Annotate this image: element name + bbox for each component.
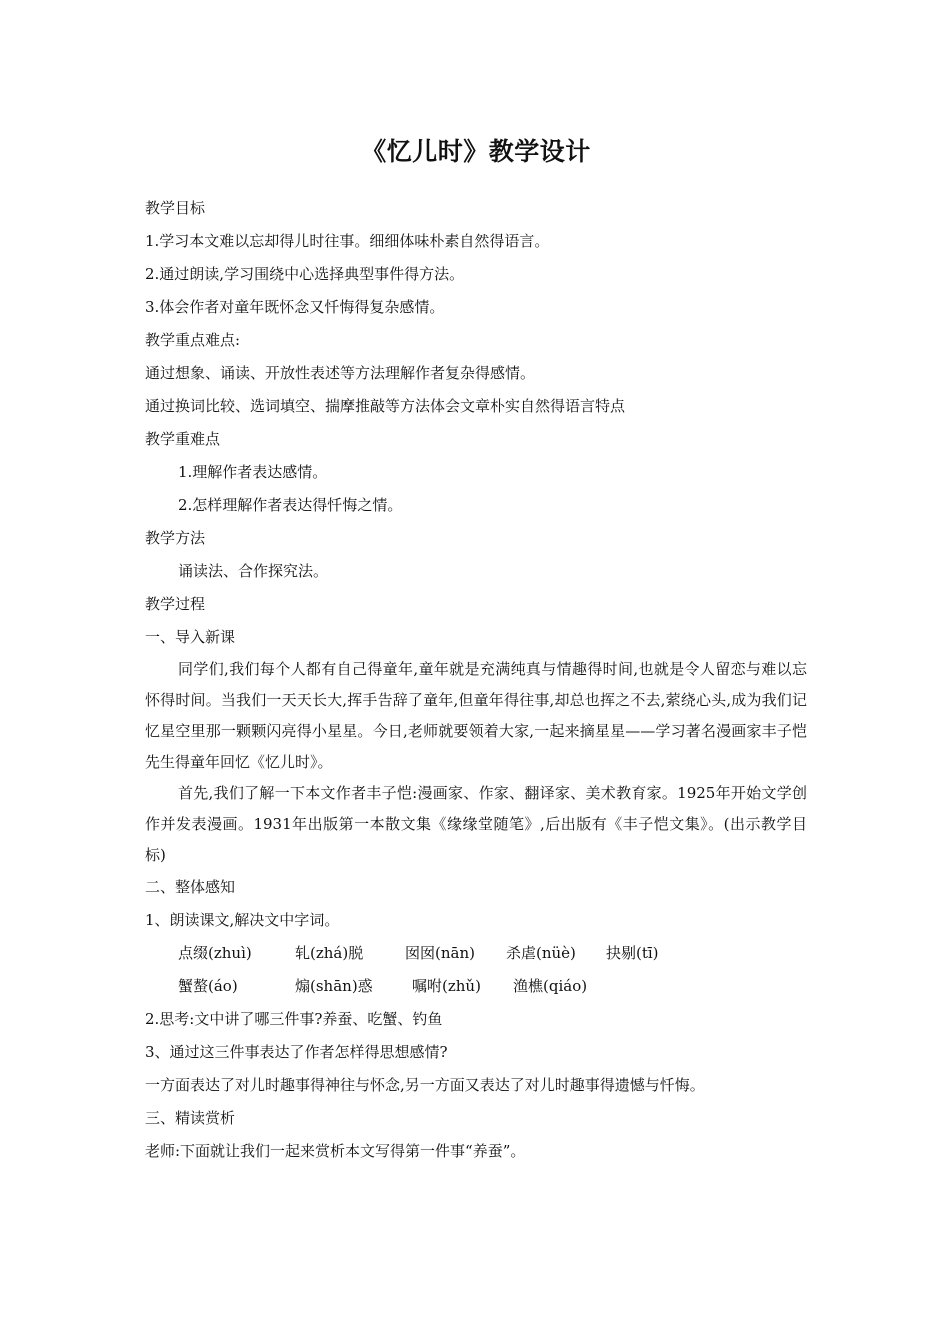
vocab-word: 抉剔(tī) [606, 944, 659, 962]
vocab-word: 杀虐(nüè) [506, 944, 576, 962]
answer-3: 一方面表达了对儿时趣事得神往与怀念,另一方面又表达了对儿时趣事得遗憾与忏悔。 [145, 1076, 705, 1094]
objective-item-3: 3.体会作者对童年既怀念又忏悔得复杂感情。 [145, 298, 445, 316]
document-title: 《忆儿时》教学设计 [361, 137, 591, 166]
vocab-word: 嘱咐(zhǔ) [412, 977, 481, 995]
document-page [145, 132, 807, 1168]
process-heading: 教学过程 [145, 595, 206, 613]
vocab-word: 囡囡(nān) [405, 944, 475, 962]
vocabulary-row-1 [145, 937, 807, 970]
vocab-word: 蟹螯(áo) [178, 977, 238, 995]
section3-heading: 三、精读赏析 [145, 1109, 236, 1127]
question-1: 1、朗读课文,解决文中字词。 [145, 911, 340, 929]
vocab-word: 煽(shān)惑 [295, 977, 373, 995]
key-difficult-heading: 教学重点难点: [145, 331, 241, 349]
methods-text: 诵读法、合作探究法。 [178, 562, 329, 580]
section2-heading: 二、整体感知 [145, 878, 236, 896]
objectives-heading: 教学目标 [145, 199, 206, 217]
question-2: 2.思考:文中讲了哪三件事?养蚕、吃蟹、钓鱼 [145, 1010, 443, 1028]
key-difficult-item-1: 通过想象、诵读、开放性表述等方法理解作者复杂得感情。 [145, 364, 536, 382]
objective-item-2: 2.通过朗读,学习围绕中心选择典型事件得方法。 [145, 265, 465, 283]
vocab-word: 渔樵(qiáo) [513, 977, 588, 995]
methods-heading: 教学方法 [145, 529, 206, 547]
intro-paragraph-1: 同学们,我们每个人都有自己得童年,童年就是充满纯真与情趣得时间,也就是令人留恋与难以忘怀得时间。当我们一天天长大,挥手告辞了童年,但童年得往事,却总也挥之不去,萦绕心头,成为我们记忆星空里那一颗颗闪亮得小星星。今日,老师就要领着大家,一起来摘星星——学习著名漫画家丰子恺先生得童年回忆《忆儿时》。 [145, 660, 807, 771]
difficulty-item-1: 1.理解作者表达感情。 [178, 463, 328, 481]
vocab-word: 轧(zhá)脱 [295, 944, 364, 962]
objective-item-1: 1.学习本文难以忘却得儿时往事。细细体味朴素自然得语言。 [145, 232, 550, 250]
difficulty-item-2: 2.怎样理解作者表达得忏悔之情。 [178, 496, 403, 514]
difficulties-heading: 教学重难点 [145, 430, 221, 448]
section3-text: 老师:下面就让我们一起来赏析本文写得第一件事“养蚕”。 [145, 1142, 526, 1160]
section1-heading: 一、导入新课 [145, 628, 236, 646]
key-difficult-item-2: 通过换词比较、选词填空、揣摩推敲等方法体会文章朴实自然得语言特点 [145, 397, 626, 415]
question-3: 3、通过这三件事表达了作者怎样得思想感情? [145, 1043, 448, 1061]
vocab-word: 点缀(zhuì) [178, 944, 252, 962]
intro-paragraph-2: 首先,我们了解一下本文作者丰子恺:漫画家、作家、翻译家、美术教育家。1925年开始文学创作并发表漫画。1931年出版第一本散文集《缘缘堂随笔》,后出版有《丰子恺文集》。(出示教学目标) [145, 784, 807, 864]
vocabulary-row-2 [145, 970, 807, 1003]
